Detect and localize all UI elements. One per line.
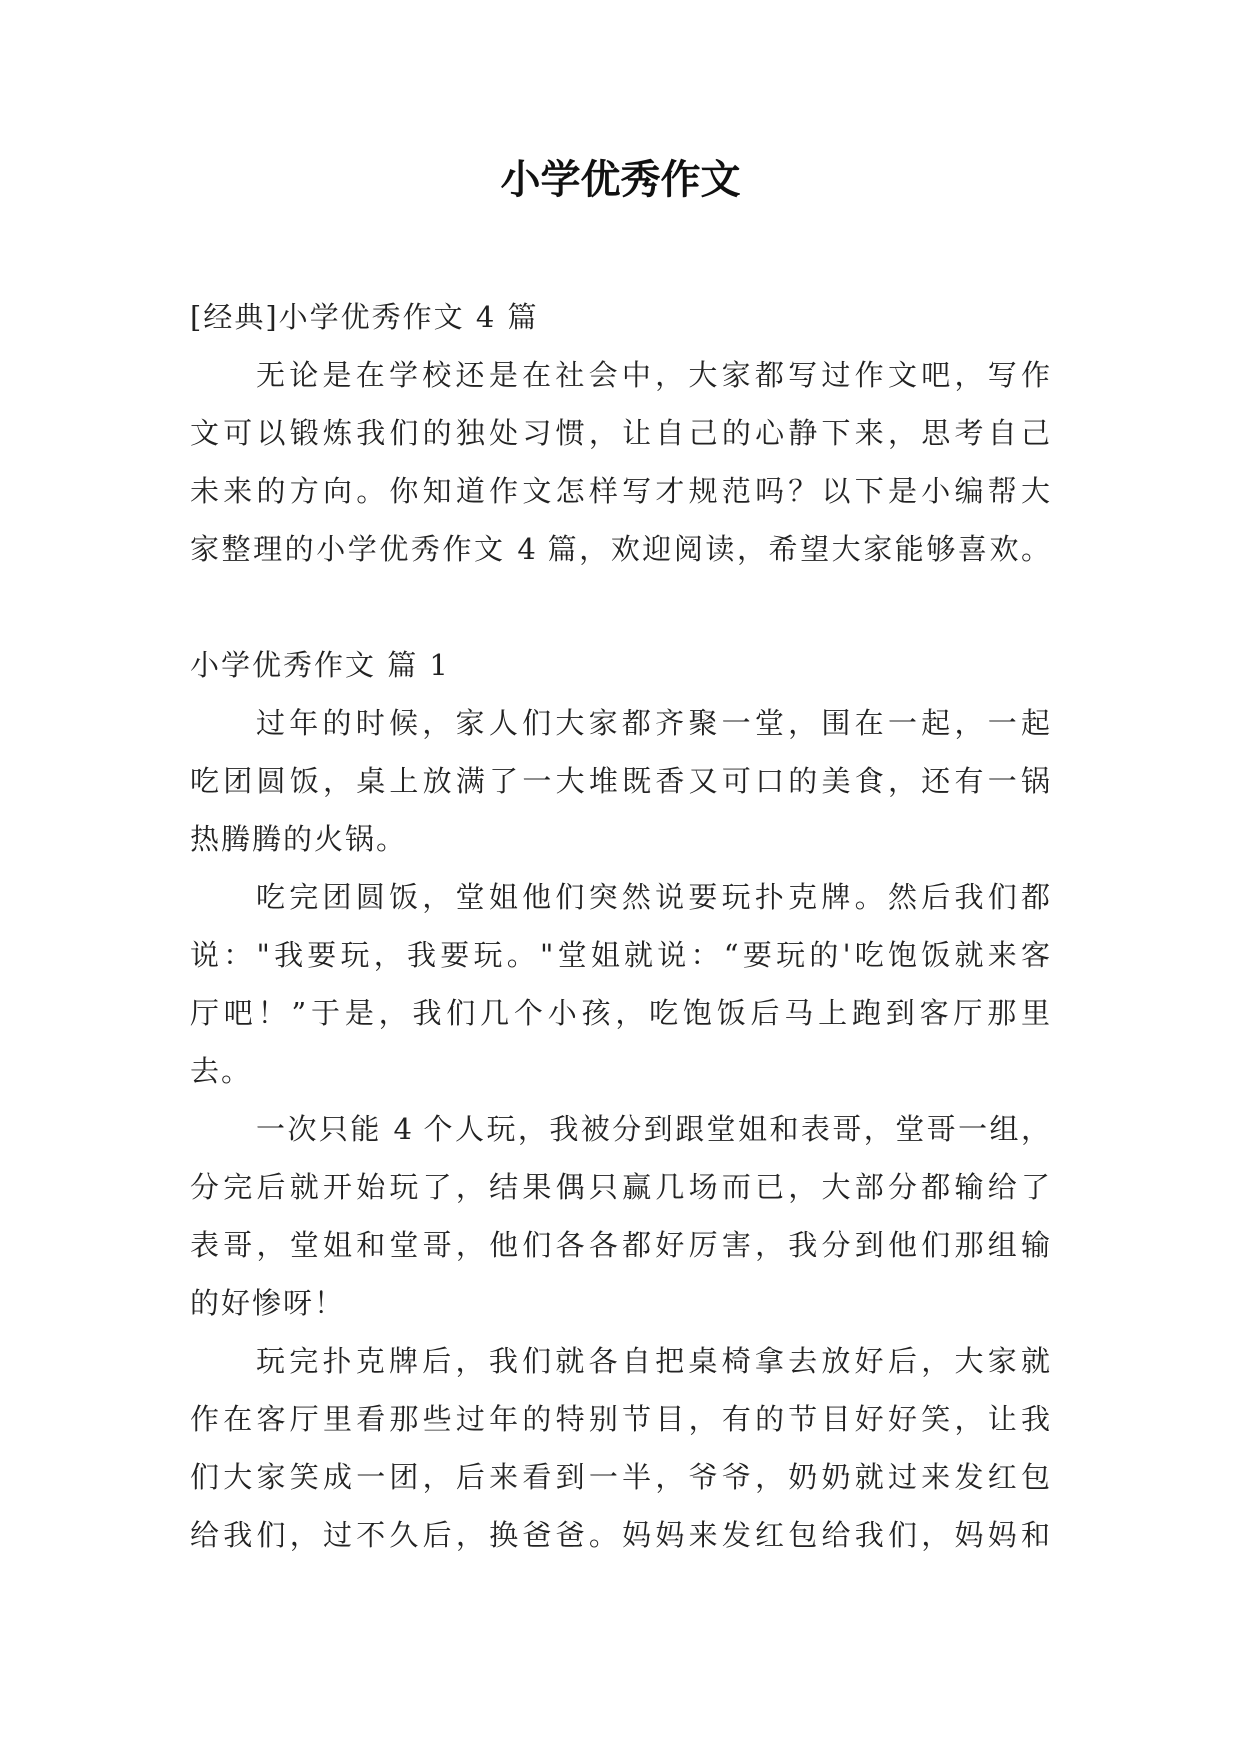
document-subtitle: [经典]小学优秀作文 4 篇 [190,300,539,334]
text-line: 文可以锻炼我们的独处习惯，让自己的心静下来，思考自己 [190,416,1050,450]
document-title: 小学优秀作文 [500,157,741,203]
text-line: 过年的时候，家人们大家都齐聚一堂，围在一起，一起 [256,706,1050,740]
text-line: 厅吧！”于是，我们几个小孩，吃饱饭后马上跑到客厅那里 [190,996,1050,1030]
spacer [190,578,1050,636]
text-line: 吃完团圆饭，堂姐他们突然说要玩扑克牌。然后我们都 [256,880,1050,914]
text-line: 的好惨呀！ [190,1286,346,1320]
text-line: 说："我要玩，我要玩。"堂姐就说：“要玩的'吃饱饭就来客 [190,938,1050,972]
text-line: 未来的方向。你知道作文怎样写才规范吗？以下是小编帮大 [190,474,1050,508]
text-line: 们大家笑成一团，后来看到一半，爷爷，奶奶就过来发红包 [190,1460,1050,1494]
text-line: 一次只能 4 个人玩，我被分到跟堂姐和表哥，堂哥一组， [256,1112,1050,1146]
document-body [190,288,1050,1564]
text-line: 无论是在学校还是在社会中，大家都写过作文吧，写作 [256,358,1050,392]
text-line: 热腾腾的火锅。 [190,822,408,856]
section-heading: 小学优秀作文 篇 1 [190,648,450,682]
text-line: 吃团圆饭，桌上放满了一大堆既香又可口的美食，还有一锅 [190,764,1050,798]
text-line: 作在客厅里看那些过年的特别节目，有的节目好好笑，让我 [190,1402,1050,1436]
paragraph-2 [190,868,1050,1100]
paragraph-3 [190,1100,1050,1332]
text-line: 表哥，堂姐和堂哥，他们各各都好厉害，我分到他们那组输 [190,1228,1050,1262]
text-line: 分完后就开始玩了，结果偶只赢几场而已，大部分都输给了 [190,1170,1050,1204]
intro-paragraph [190,346,1050,578]
paragraph-4 [190,1332,1050,1564]
text-line: 给我们，过不久后，换爸爸。妈妈来发红包给我们，妈妈和 [190,1518,1050,1552]
paragraph-1 [190,694,1050,868]
text-line: 去。 [190,1054,253,1088]
text-line: 玩完扑克牌后，我们就各自把桌椅拿去放好后，大家就 [256,1344,1050,1378]
text-line: 家整理的小学优秀作文 4 篇，欢迎阅读，希望大家能够喜欢。 [190,532,1050,566]
